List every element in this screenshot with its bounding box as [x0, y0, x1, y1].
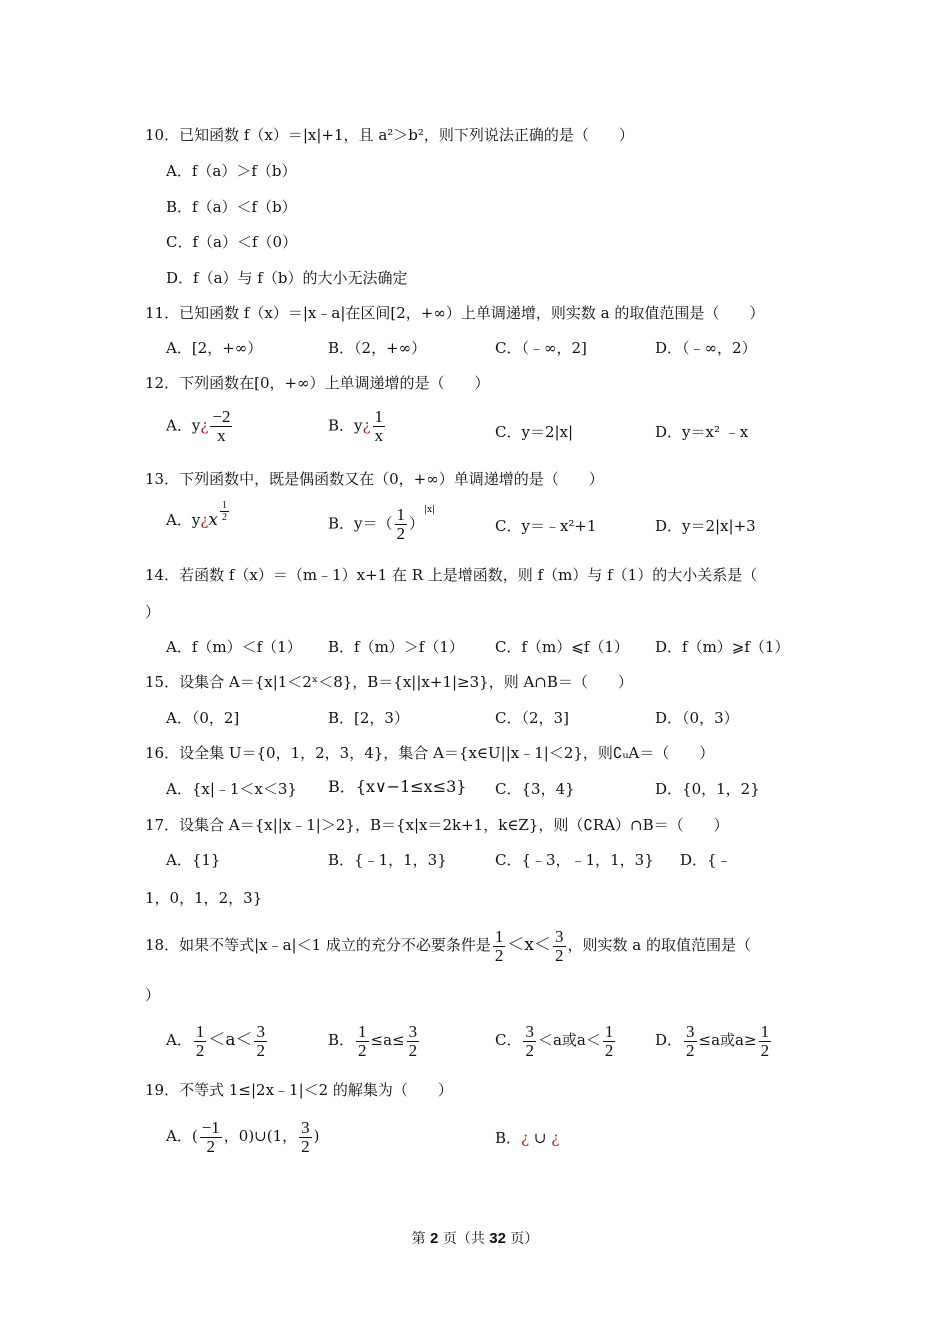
- q18-a-f1-num: 1: [195, 1021, 205, 1041]
- q13-b-fraction: [395, 506, 408, 543]
- q18-stem-fraction-2: [553, 928, 566, 965]
- q13-b-denominator: 2: [396, 524, 405, 543]
- q13-option-b: [328, 506, 435, 543]
- q18-stem-middle: ＜x＜: [507, 935, 552, 955]
- q12-option-b: [328, 408, 387, 445]
- question-19-stem: 19．不等式 1≤|2x﹣1|＜2 的解集为（ ）: [145, 1081, 453, 1099]
- q19-option-a: [166, 1116, 320, 1156]
- q18-a-fraction-1: [194, 1023, 207, 1060]
- q18-c-f1-den: 2: [525, 1040, 534, 1060]
- q12-option-a: [166, 408, 234, 445]
- q18-option-b: [328, 1020, 421, 1060]
- footer-suffix: 页）: [505, 1231, 539, 1247]
- q16-option-c: C．{3，4}: [495, 780, 575, 798]
- q19-a-f2-den: 2: [301, 1136, 310, 1156]
- q13-b-suffix: ）: [409, 514, 425, 533]
- footer-middle: 页（共: [438, 1231, 490, 1247]
- q13-b-numerator: 1: [396, 505, 405, 524]
- q18-option-d: [655, 1020, 773, 1060]
- q18-b-fraction-1: [356, 1023, 369, 1060]
- q16-option-d: D．{0，1，2}: [655, 780, 760, 798]
- q11-option-d: D．（﹣∞，2）: [655, 339, 757, 357]
- question-16-stem: 16．设全集 U＝{0，1，2，3，4}，集合 A＝{x∈U||x﹣1|＜2}，则∁ᵤA＝（ ）: [145, 744, 715, 762]
- q19-a-f2-num: 3: [301, 1117, 310, 1137]
- q11-option-a: A．[2，+∞）: [166, 339, 263, 357]
- q18-f2-numerator: 3: [555, 926, 564, 946]
- q12-option-d: D．y＝x² ﹣x: [655, 423, 749, 441]
- page-footer: [0, 1228, 950, 1248]
- question-13-stem: 13．下列函数中，既是偶函数又在（0，+∞）单调递增的是（ ）: [145, 470, 604, 488]
- q18-d-f2-den: 2: [760, 1040, 770, 1060]
- q13-a-exponent: [220, 500, 229, 523]
- q18-d-f1-den: 2: [686, 1040, 695, 1060]
- footer-page-number: 2: [430, 1230, 439, 1247]
- q18-stem-suffix: ，则实数 a 的取值范围是（: [567, 936, 751, 954]
- q15-option-d: D．（0，3）: [655, 709, 739, 727]
- q18-b-f1-num: 1: [358, 1021, 367, 1041]
- question-18-stem: [145, 925, 751, 965]
- q18-a-f2-den: 2: [256, 1040, 265, 1060]
- q12-a-prefix: A．y: [166, 416, 201, 435]
- q12-a-denominator: x: [217, 426, 226, 445]
- q15-option-a: A．（0，2]: [166, 709, 240, 727]
- q18-c-prefix: C．: [495, 1031, 522, 1049]
- question-17-stem: 17．设集合 A＝{x||x﹣1|＞2}，B＝{x|x＝2k+1，k∈Z}，则（∁RA）∩B＝（ ）: [145, 816, 729, 834]
- q14-option-c: C．f（m）⩽f（1）: [495, 638, 629, 656]
- q13-option-a: [166, 500, 231, 533]
- q11-option-c: C．（﹣∞，2]: [495, 339, 587, 357]
- q19-a-f1-num: −1: [201, 1117, 220, 1137]
- q13-a-prefix: A．y: [166, 511, 201, 529]
- q18-a-f2-num: 3: [256, 1021, 265, 1041]
- q18-b-f2-num: 3: [408, 1021, 418, 1041]
- q13-a-glyph: ¿: [200, 511, 209, 529]
- question-12-stem: 12．下列函数在[0，+∞）上单调递增的是（ ）: [145, 374, 490, 392]
- q19-option-b: [495, 1128, 559, 1148]
- q19-a-middle: ，0)∪(1，: [223, 1127, 298, 1145]
- q19-a-f1-den: 2: [206, 1136, 215, 1156]
- footer-total-pages: 32: [489, 1230, 506, 1247]
- q12-b-fraction: [373, 408, 386, 445]
- q16-option-b: B．{x∨−1≤x≤3}: [328, 777, 467, 796]
- q18-c-fraction-2: [603, 1023, 616, 1060]
- q17-option-c: C．{﹣3，﹣1，1，3}: [495, 851, 654, 869]
- q10-option-b: B．f（a）＜f（b）: [166, 198, 297, 216]
- q18-c-middle: ＜a或a＜: [537, 1031, 601, 1049]
- q14-option-b: B．f（m）＞f（1）: [328, 638, 464, 656]
- q18-c-f1-num: 3: [525, 1021, 534, 1041]
- q18-b-fraction-2: [407, 1023, 420, 1060]
- q18-a-middle: ＜a＜: [208, 1030, 253, 1050]
- q12-a-fraction: [210, 408, 232, 445]
- q18-f1-denominator: 2: [494, 945, 504, 965]
- question-14-stem-cont: ）: [145, 603, 161, 621]
- q12-b-denominator: x: [374, 426, 384, 445]
- q18-stem-fraction-1: [493, 928, 506, 965]
- q17-option-b: B．{﹣1，1，3}: [328, 851, 447, 869]
- q18-d-fraction-2: [759, 1023, 772, 1060]
- q18-a-prefix: A．: [166, 1031, 192, 1049]
- q19-b-glyph-2: ¿: [551, 1129, 560, 1147]
- question-15-stem: 15．设集合 A＝{x|1＜2ˣ＜8}，B＝{x||x+1|≥3}，则 A∩B＝（ ）: [145, 673, 633, 691]
- q19-a-fraction-2: [299, 1119, 312, 1156]
- q18-stem-prefix: 18．如果不等式|x﹣a|＜1 成立的充分不必要条件是: [145, 936, 491, 954]
- q19-b-prefix: B．: [495, 1129, 522, 1147]
- q15-option-b: B．[2，3）: [328, 709, 409, 727]
- q18-option-c: [495, 1020, 617, 1060]
- q15-option-c: C．（2，3]: [495, 709, 569, 727]
- q18-d-f1-num: 3: [686, 1021, 695, 1041]
- q12-b-glyph: ¿: [362, 416, 371, 435]
- q16-option-a: A．{x|﹣1＜x＜3}: [166, 780, 297, 798]
- q10-option-c: C．f（a）＜f（0）: [166, 233, 298, 251]
- q18-a-f1-den: 2: [195, 1040, 205, 1060]
- q11-option-b: B．（2，+∞）: [328, 339, 427, 357]
- q12-b-numerator: 1: [374, 407, 384, 426]
- q13-option-d: D．y＝2|x|+3: [655, 517, 756, 535]
- q18-b-f1-den: 2: [358, 1040, 367, 1060]
- question-14-stem: 14．若函数 f（x）＝（m﹣1）x+1 在 R 上是增函数，则 f（m）与 f（1）的大小关系是（: [145, 566, 758, 584]
- q18-d-f2-num: 1: [760, 1021, 770, 1041]
- q17-option-a: A．{1}: [166, 851, 221, 869]
- q19-a-prefix: A．(: [166, 1127, 198, 1145]
- q13-b-exponent: |x|: [424, 505, 436, 515]
- q13-a-exp-denominator: 2: [221, 512, 227, 523]
- q18-c-f2-den: 2: [604, 1040, 614, 1060]
- q13-option-c: C．y＝﹣x²+1: [495, 517, 597, 535]
- q19-a-fraction-1: [200, 1119, 222, 1156]
- q18-b-prefix: B．: [328, 1031, 355, 1049]
- q18-f1-numerator: 1: [494, 926, 504, 946]
- q14-option-a: A．f（m）＜f（1）: [166, 638, 302, 656]
- q12-a-glyph: ¿: [200, 416, 209, 435]
- q18-b-middle: ≤a≤: [370, 1031, 405, 1049]
- q14-option-d: D．f（m）⩾f（1）: [655, 638, 790, 656]
- q13-a-base: x: [208, 510, 218, 530]
- question-18-stem-cont: ）: [145, 986, 161, 1004]
- q13-b-prefix: B．y＝（: [328, 514, 393, 533]
- q18-option-a: [166, 1020, 269, 1060]
- q19-a-suffix: ): [313, 1127, 320, 1145]
- q18-d-prefix: D．: [655, 1031, 683, 1049]
- q18-d-fraction-1: [684, 1023, 697, 1060]
- q18-a-fraction-2: [254, 1023, 267, 1060]
- q12-a-numerator: −2: [212, 407, 231, 426]
- q18-b-f2-den: 2: [408, 1040, 418, 1060]
- q18-c-f2-num: 1: [604, 1021, 614, 1041]
- q18-c-fraction-1: [523, 1023, 536, 1060]
- question-11-stem: 11．已知函数 f（x）＝|x﹣a|在区间[2，+∞）上单调递增，则实数 a 的取值范围是（ ）: [145, 304, 765, 322]
- q19-b-glyph-1: ¿: [521, 1129, 530, 1147]
- footer-prefix: 第: [411, 1231, 431, 1247]
- q13-a-exp-numerator: 1: [221, 500, 227, 511]
- q17-option-d-cont: 1，0，1，2，3}: [145, 889, 263, 907]
- q10-option-a: A．f（a）＞f（b）: [166, 162, 297, 180]
- q18-f2-denominator: 2: [555, 945, 564, 965]
- q10-option-d: D．f（a）与 f（b）的大小无法确定: [166, 269, 408, 287]
- question-10-stem: 10．已知函数 f（x）＝|x|+1，且 a²＞b²，则下列说法正确的是（ ）: [145, 126, 634, 144]
- q12-b-prefix: B．y: [328, 416, 363, 435]
- q12-option-c: C．y＝2|x|: [495, 423, 574, 441]
- q18-d-middle: ≤a或a≥: [698, 1031, 757, 1049]
- q19-b-middle: ∪: [529, 1129, 552, 1147]
- q17-option-d: D．{﹣: [680, 851, 732, 869]
